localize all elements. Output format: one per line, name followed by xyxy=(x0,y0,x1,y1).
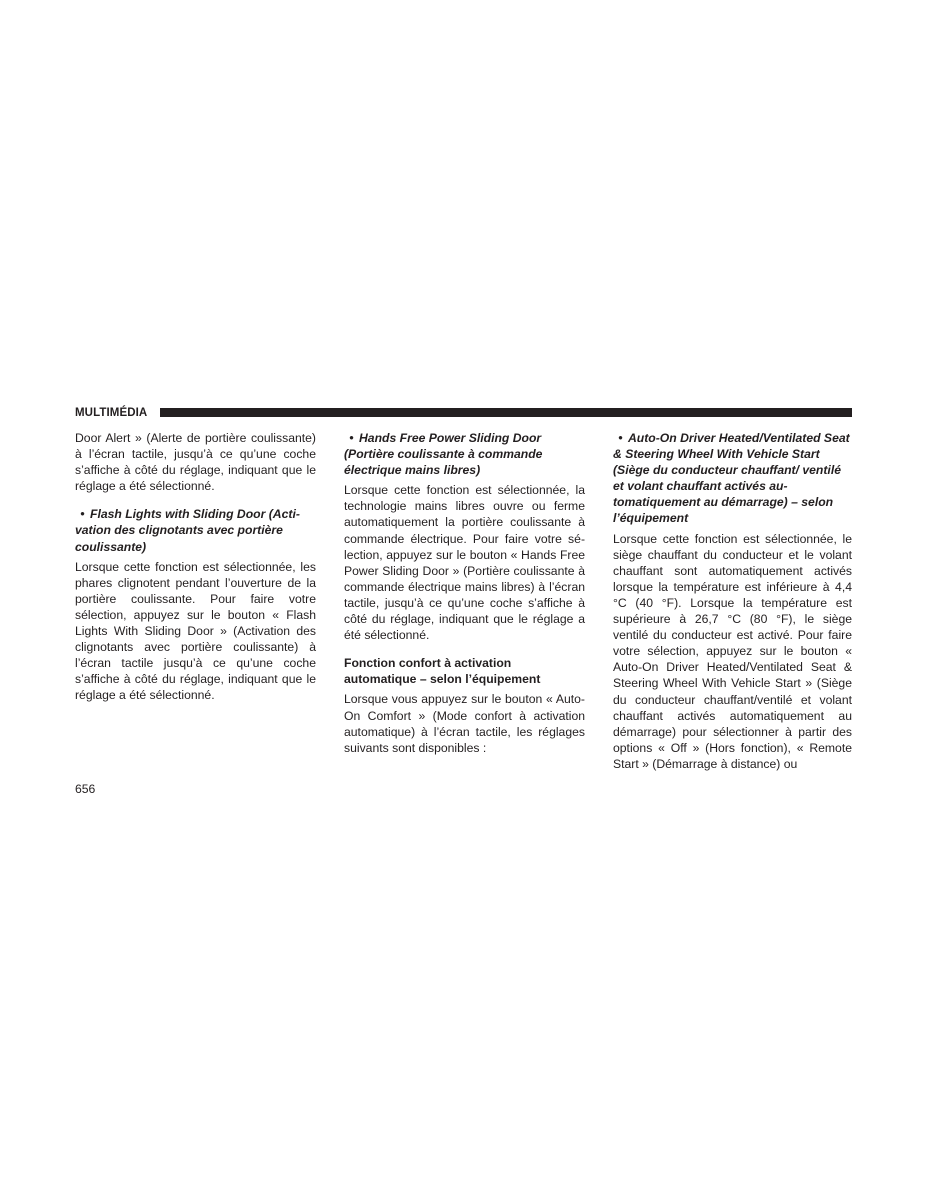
paragraph-auto-on-comfort: Lorsque vous appuyez sur le bouton « Auto-On Comfort » (Mode confort à activation automatique) à l’écran tactile, les réglages suivants sont disponibles : xyxy=(344,692,585,755)
bullet-heading-text: Hands Free Power Sliding Door (Portière coulissante à commande électrique mains libres) xyxy=(344,431,543,478)
paragraph-heated-seat: Lorsque cette fonction est sélectionnée, le siège chauffant du conducteur et le volant chauffant sont automatiquement activés lorsque la température est inférieure à 4,4 °C (40 °F). Lorsque la température est supérieure à 26,7 °C (80 °F), le siège ventilé du conducteur est activé. Pour faire votre sélection, appuyez sur le bouton « Auto-On Driver Heated/Ventilated Seat & Steering Wheel With Vehicle Start » (Siège du conducteur chauffant/ventilé et volant chauffant activés automatiquement au démarrage) pour sélectionner à partir des options « Off » (Hors fonction), « Remote Start » (Démarrage à distance) ou xyxy=(613,531,852,771)
bullet-heading-hands-free xyxy=(344,430,585,478)
column-1 xyxy=(75,430,316,704)
bullet-heading-flash-lights xyxy=(75,506,316,554)
bullet-icon: • xyxy=(80,507,85,522)
paragraph-door-alert-continued: Door Alert » (Alerte de portière coulissante) à l’écran tactile, jusqu’à ce qu’une coche s’affiche à côté du réglage, indiquant que le réglage a été sélectionné. xyxy=(75,431,316,494)
page-header xyxy=(75,405,852,421)
column-3 xyxy=(613,430,852,772)
bullet-heading-text: Flash Lights with Sliding Door (Activation des clignotants avec portière coulissante) xyxy=(75,507,300,554)
section-heading-auto-on-comfort: Fonction confort à activation automatique – selon l’équipement xyxy=(344,656,541,687)
paragraph-hands-free: Lorsque cette fonction est sélectionnée, la technologie mains libres ouvre ou ferme automatiquement la portière coulissante à commande électrique. Pour faire votre sélection, appuyez sur le bouton « Hands Free Power Sliding Door » (Portière coulissante à commande électrique mains libres) à l’écran tactile, jusqu’à ce qu’une coche s’affiche à côté du réglage, indiquant que le réglage a été sélectionné. xyxy=(344,483,585,643)
section-title: MULTIMÉDIA xyxy=(75,407,148,419)
paragraph-flash-lights: Lorsque cette fonction est sélectionnée, les phares clignotent pendant l’ouverture de la portière coulissante. Pour faire votre sélection, appuyez sur le bouton « Flash Lights With Sliding Door » (Activation des clignotants avec portière coulissante) à l’écran tactile jusqu’à ce qu’une coche s’affiche à côté du réglage, indiquant que le réglage a été sélectionné. xyxy=(75,559,316,703)
page-number: 656 xyxy=(75,782,96,796)
bullet-icon: • xyxy=(618,431,623,445)
column-2 xyxy=(344,430,585,756)
header-rule xyxy=(160,408,852,417)
bullet-icon: • xyxy=(349,431,354,445)
bullet-heading-heated-seat xyxy=(613,430,852,527)
bullet-heading-text: Auto-On Driver Heated/Ventilated Seat & Steering Wheel With Vehicle Start (Siège du conducteur chauffant/ ventilé et volant chauffant activés automatiquement au démarrage) – selon l’équipement xyxy=(613,431,850,526)
